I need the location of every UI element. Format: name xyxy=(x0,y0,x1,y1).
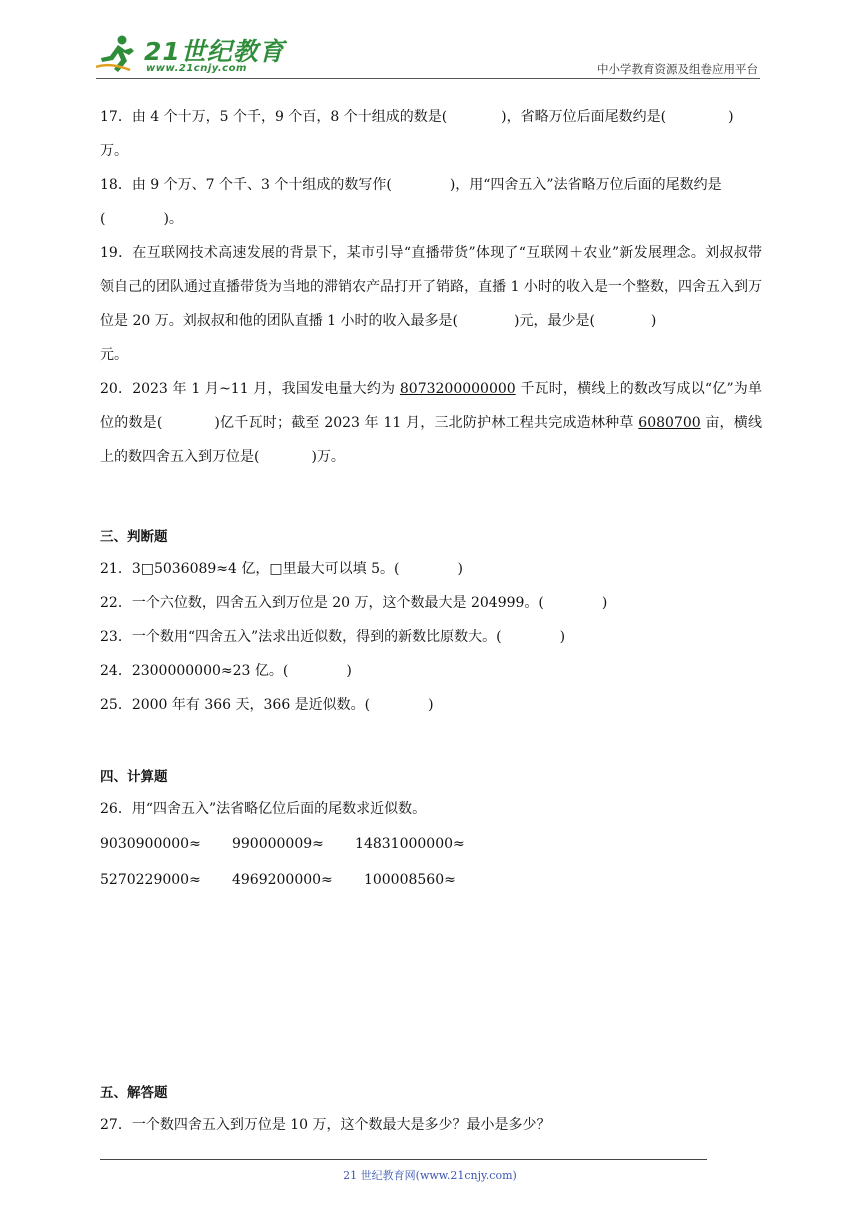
question-26: 26．用“四舍五入”法省略亿位后面的尾数求近似数。 xyxy=(100,801,427,817)
runner-icon xyxy=(96,34,136,74)
header-divider xyxy=(96,78,760,79)
footer-divider xyxy=(100,1159,707,1160)
logo-url: www.21cnjy.com xyxy=(146,63,247,74)
question-18: 18．由 9 个万、7 个千、3 个十组成的数写作( )，用“四舍五入”法省略万位后面的尾数约是 ( )。 xyxy=(100,177,722,227)
calc-item: 9030900000≈ xyxy=(100,836,201,852)
question-17: 17．由 4 个十万，5 个千，9 个百，8 个十组成的数是( )，省略万位后面尾数约是( ) 万。 xyxy=(100,109,734,159)
footer-text[interactable]: 21 世纪教育网(www.21cnjy.com) xyxy=(343,1169,517,1182)
calc-item: 990000009≈ xyxy=(231,836,324,852)
calc-item: 14831000000≈ xyxy=(355,836,465,852)
section-title-calc: 四、计算题 xyxy=(100,769,168,785)
page-header xyxy=(96,30,760,80)
section-title-answer: 五、解答题 xyxy=(100,1085,168,1101)
header-platform-text: 中小学教育资源及组卷应用平台 xyxy=(597,62,758,76)
calc-item: 5270229000≈ xyxy=(100,872,201,888)
calc-item: 100008560≈ xyxy=(363,872,456,888)
worksheet-body xyxy=(100,100,762,1142)
logo-text: 21世纪教育 xyxy=(144,37,285,66)
calc-row xyxy=(100,862,762,898)
site-logo[interactable] xyxy=(96,30,285,78)
question-21: 21．3□5036089≈4 亿，□里最大可以填 5。( ) xyxy=(100,561,463,577)
underlined-number: 8073200000000 xyxy=(399,381,516,397)
calc-row xyxy=(100,826,762,862)
question-24: 24．2300000000≈23 亿。( ) xyxy=(100,663,352,679)
question-19: 19．在互联网技术高速发展的背景下，某市引导“直播带货”体现了“互联网＋农业”新发展理念。刘叔叔带领自己的团队通过直播带货为当地的滞销农产品打开了销路，直播 1 小时的收入是一个整数，四舍五入到万位是 20 万。刘叔叔和他的团队直播 1 小时的收入最多是( )元，最少是( ) 元。 xyxy=(100,245,762,363)
section-title-judge: 三、判断题 xyxy=(100,529,168,545)
question-23: 23．一个数用“四舍五入”法求出近似数，得到的新数比原数大。( ) xyxy=(100,629,566,645)
question-20: 20．2023 年 1 月~11 月，我国发电量大约为 8073200000000 千瓦时，横线上的数改写成以“亿”为单位的数是( )亿千瓦时；截至 2023 年 11 月，三北防护林工程共完成造林种草 6080700 亩，横线上的数四舍五入到万位是( )万。 xyxy=(100,381,763,465)
question-25: 25．2000 年有 366 天，366 是近似数。( ) xyxy=(100,697,434,713)
question-27: 27．一个数四舍五入到万位是 10 万，这个数最大是多少？最小是多少？ xyxy=(100,1117,551,1133)
calc-item: 4969200000≈ xyxy=(231,872,333,888)
underlined-number: 6080700 xyxy=(638,415,701,431)
question-22: 22．一个六位数，四舍五入到万位是 20 万，这个数最大是 204999。( ) xyxy=(100,595,608,611)
